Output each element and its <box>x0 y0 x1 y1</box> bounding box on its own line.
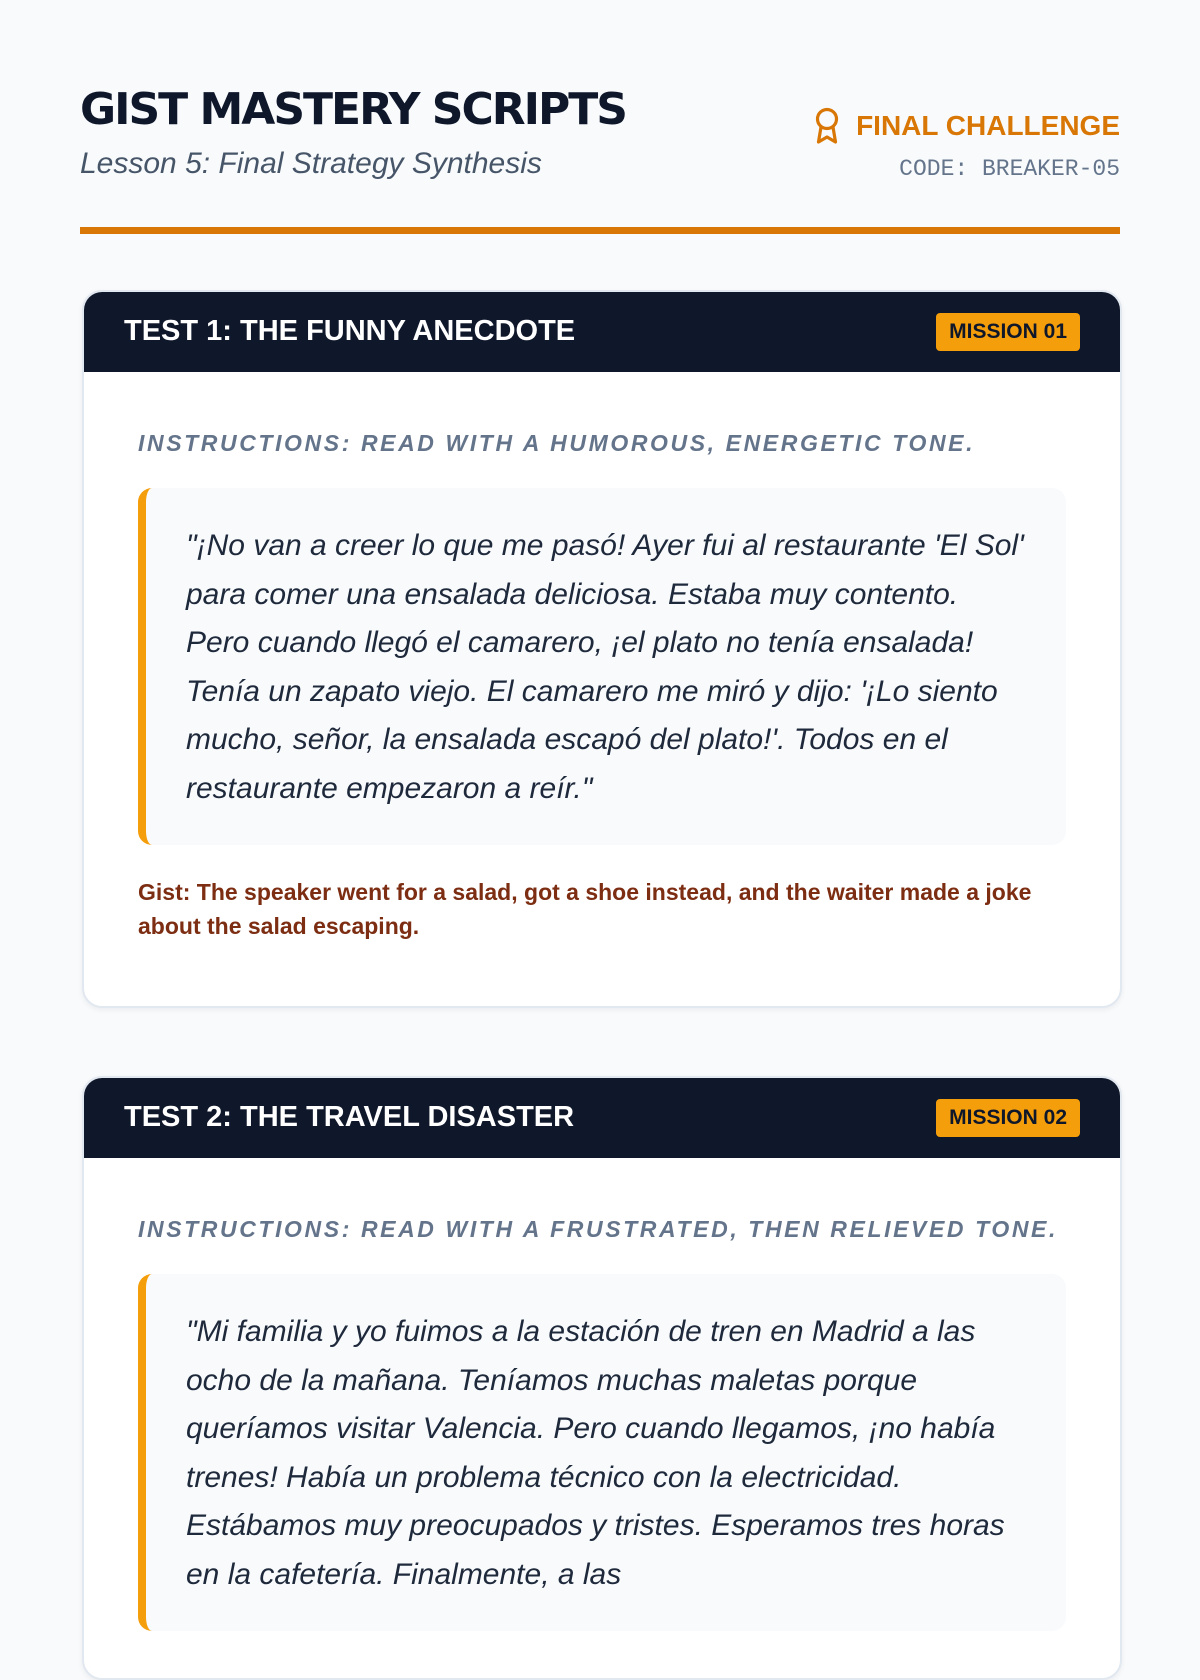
test-card-body <box>84 426 1120 943</box>
test-card-header <box>84 292 1120 372</box>
final-challenge-label <box>812 106 1120 146</box>
test-title: TEST 1: THE FUNNY ANECDOTE <box>124 315 576 347</box>
page-header <box>80 0 1120 234</box>
page-title: GIST MASTERY SCRIPTS <box>80 84 626 135</box>
test-card-2 <box>82 1076 1122 1680</box>
test-instructions: INSTRUCTIONS: READ WITH A FRUSTRATED, THEN RELIEVED TONE. <box>138 1216 1058 1242</box>
test-instructions: INSTRUCTIONS: READ WITH A HUMOROUS, ENERGETIC TONE. <box>138 430 976 456</box>
challenge-code: CODE: BREAKER-05 <box>899 156 1120 182</box>
header-divider <box>80 227 1120 234</box>
test-title: TEST 2: THE TRAVEL DISASTER <box>124 1101 575 1133</box>
test-card-1 <box>82 290 1122 1008</box>
script-box <box>138 1274 1066 1631</box>
award-icon <box>812 106 842 146</box>
page <box>80 0 1120 1591</box>
page-subtitle: Lesson 5: Final Strategy Synthesis <box>80 147 542 180</box>
mission-badge: MISSION 01 <box>936 313 1080 351</box>
script-text: "Mi familia y yo fuimos a la estación de tren en Madrid a las ocho de la mañana. Teníamos muchas maletas porque queríamos visitar Valencia. Pero cuando llegamos, ¡no había trenes! Había un problema técnico con la electricidad. Estábamos muy preocupados y tristes. Esperamos tres horas en la cafetería. Finalmente, a las <box>186 1315 1005 1591</box>
test-card-header <box>84 1078 1120 1158</box>
script-text: "¡No van a creer lo que me pasó! Ayer fui al restaurante 'El Sol' para comer una ensalada deliciosa. Estaba muy contento. Pero cuando llegó el camarero, ¡el plato no tenía ensalada! Tenía un zapato viejo. El camarero me miró y dijo: '¡Lo siento mucho, señor, la ensalada escapó del plato!'. Todos en el restaurante empezaron a reír." <box>186 529 1024 805</box>
gist-summary: Gist: The speaker went for a salad, got a shoe instead, and the waiter made a joke about the salad escaping. <box>138 879 1032 939</box>
script-box <box>138 488 1066 845</box>
mission-badge: MISSION 02 <box>936 1099 1080 1137</box>
test-card-body <box>84 1212 1120 1631</box>
challenge-label: FINAL CHALLENGE <box>856 110 1120 141</box>
